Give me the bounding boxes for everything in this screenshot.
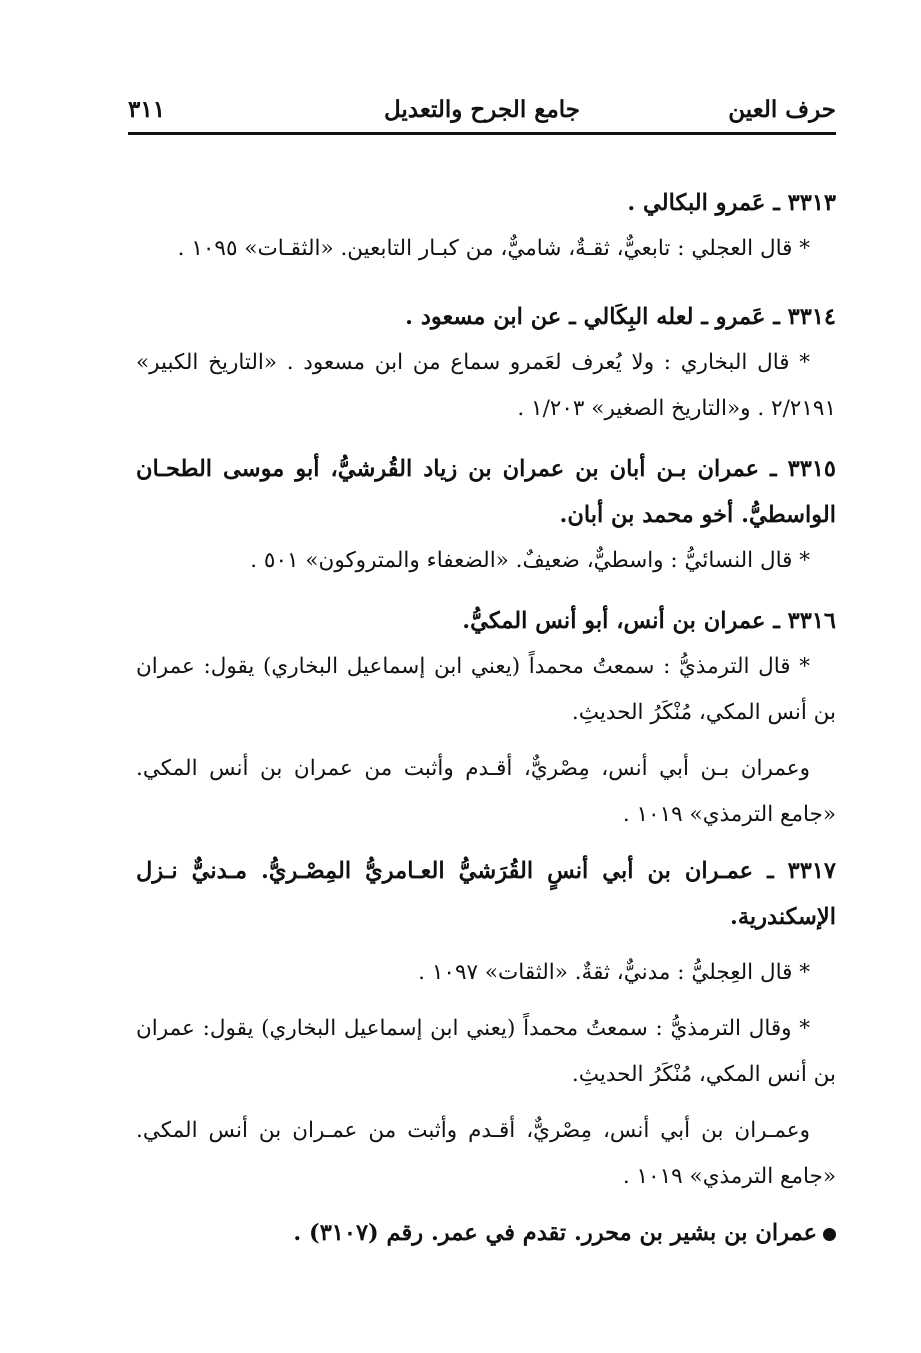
entry-quote: * قال النسائيُّ : واسطيٌّ، ضعيفٌ. «الضعفاء والمتروكون» ٥٠١ .: [250, 548, 810, 573]
entry-title: ٣٣١٧ ـ عمـران بن أبي أنسٍ القُرَشيُّ العـامريُّ المِصْـريُّ. مـدنيٌّ نـزل الإسكندرية.: [136, 858, 836, 930]
page-header: [128, 92, 836, 135]
entry-title: ٣٣١٣ ـ عَمرو البكالي .: [627, 190, 836, 216]
bullet-icon: [823, 1228, 836, 1241]
entry-quote: * قال الترمذيُّ : سمعتُ محمداً (يعني ابن إسماعيل البخاري) يقول: عمران بن أنس المكي، مُنْكَرُ الحديثِ.: [136, 654, 836, 725]
book-title: جامع الجرح والتعديل: [383, 96, 581, 123]
entry-quote: * قال البخاري : ولا يُعرف لعَمرو سماع من ابن مسعود . «التاريخ الكبير» ٢/٢١٩١ . و«التاريخ الصغير» ١/٢٠٣ .: [136, 350, 836, 421]
cross-reference: [136, 1210, 836, 1256]
page-body: [136, 180, 836, 1256]
page-number: ٣١١: [128, 96, 166, 123]
entry-quote: وعمـران بن أبي أنس، مِصْريٌّ، أقـدم وأثبت من عمـران بن أنس المكي. «جامع الترمذي» ١٠١٩ .: [136, 1118, 836, 1189]
entry-quote: وعمران بـن أبي أنس، مِصْريٌّ، أقـدم وأثبت من عمران بن أنس المكي. «جامع الترمذي» ١٠١٩ .: [136, 756, 836, 827]
section-title: حرف العين: [728, 96, 836, 123]
entry-3314: [136, 294, 836, 432]
entry-title: ٣٣١٥ ـ عمران بـن أبان بن عمران بن زياد القُرشيُّ، أبو موسى الطحـان الواسطيُّ. أخو محمد بن أبان.: [136, 456, 836, 528]
entry-3313: [136, 180, 836, 272]
entry-title: ٣٣١٤ ـ عَمرو ـ لعله البِكَالي ـ عن ابن مسعود .: [405, 304, 836, 330]
entry-3315: [136, 446, 836, 584]
entry-quote: * قال العِجليُّ : مدنيٌّ، ثقةٌ. «الثقات» ١٠٩٧ .: [418, 960, 810, 985]
entry-quote: * وقال الترمذيُّ : سمعتُ محمداً (يعني ابن إسماعيل البخاري) يقول: عمران بن أنس المكي، مُنْكَرُ الحديثِ.: [136, 1016, 836, 1087]
entry-title: ٣٣١٦ ـ عمران بن أنس، أبو أنس المكيُّ.: [462, 608, 836, 634]
cross-reference-text: عمران بن بشير بن محرر. تقدم في عمر. رقم (٣١٠٧) .: [293, 1220, 817, 1246]
entry-3316: [136, 598, 836, 838]
entry-quote: * قال العجلي : تابعيٌّ، ثقـةٌ، شاميٌّ، من كبـار التابعين. «الثقـات» ١٠٩٥ .: [177, 236, 810, 261]
entry-3317: [136, 848, 836, 1200]
